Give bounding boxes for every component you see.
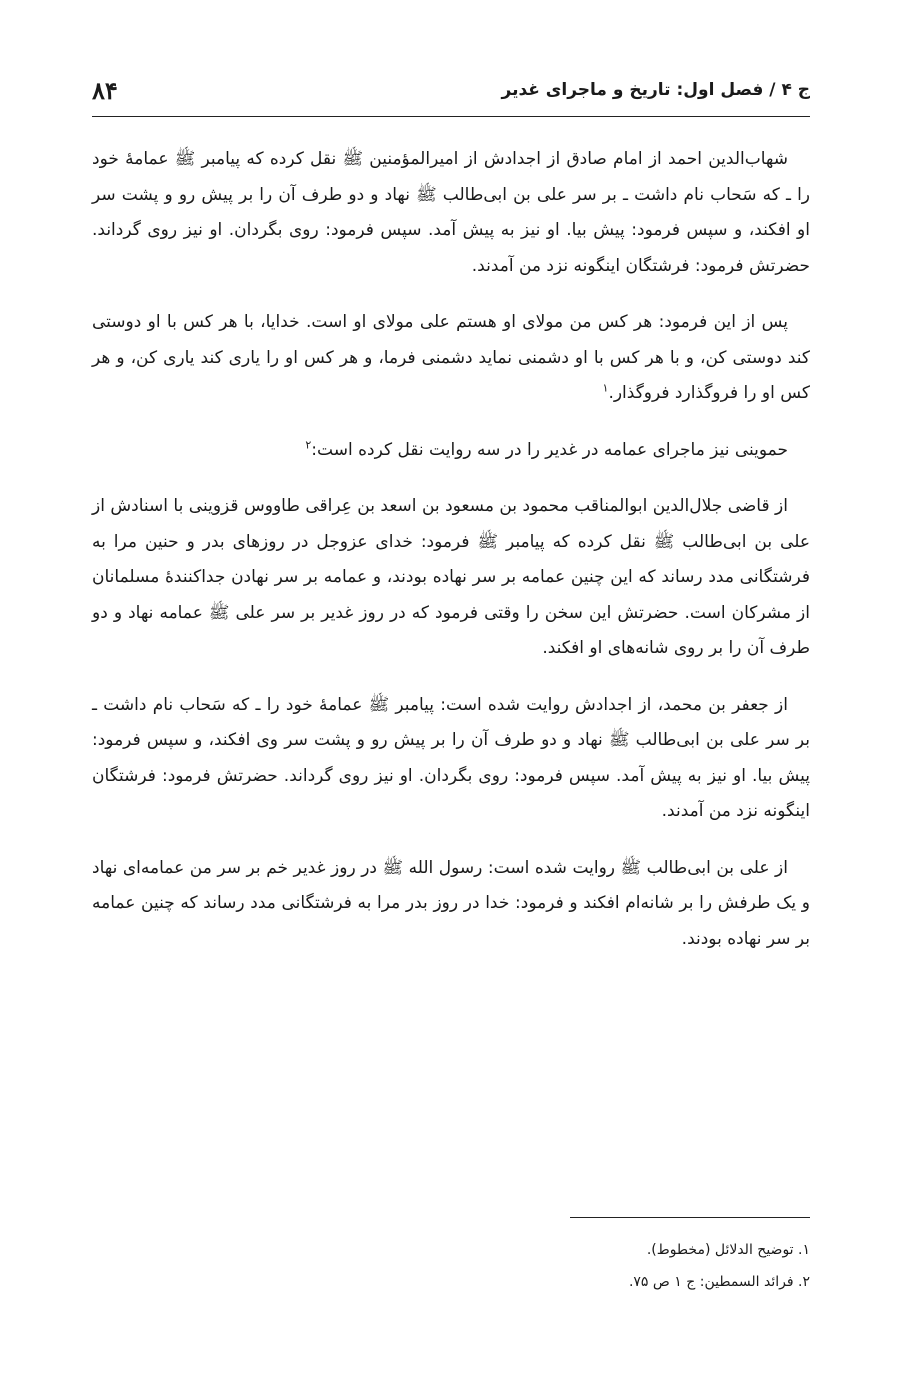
header-divider [92,116,810,117]
running-head: ج ۴ / فصل اول: تاریخ و ماجرای غدیر [501,80,810,100]
body-text [92,142,810,978]
paragraph-5 [92,688,810,830]
page-header [92,70,810,110]
paragraph-text: از قاضی جلال‌الدین ابوالمناقب محمود بن مسعود بن اسعد بن عِراقی طاووس قزوینی با اسنادش از علی بن ابی‌طالب ﷺ نقل کرده که پیامبر ﷺ فرمود: خدای عزوجل در روزهای بدر و حنین مرا به فرشتگانی مدد رساند که این چنین عمامه بر سر نهاده بودند، و عمامه بر سر نهادن جداکنندهٔ مسلمانان از مشرکان است. حضرتش این سخن را وقتی فرمود که در روز غدیر بر سر علی ﷺ عمامه نهاد و دو طرف آن را بر روی شانه‌های او افکند. [92,496,810,658]
footnote-1: ۱. توضیح الدلائل (مخطوط). [646,1242,810,1258]
paragraph-1 [92,142,810,284]
page-number: ۸۴ [92,75,118,105]
paragraph-text: از جعفر بن محمد، از اجدادش روایت شده است: پیامبر ﷺ عمامهٔ خود را ـ که سَحاب نام داشت ـ بر سر علی بن ابی‌طالب ﷺ نهاد و دو طرف آن را بر پیش رو و پشت سر وی افکند، و سپس فرمود: پیش بیا. او نیز به پیش آمد. سپس فرمود: روی بگردان. او نیز روی گرداند. حضرتش فرمود: فرشتگان اینگونه نزد من آمدند. [92,694,810,821]
footnotes [92,1234,810,1298]
paragraph-text: حموینی نیز ماجرای عمامه در غدیر را در سه روایت نقل کرده است: [311,439,788,460]
paragraph-3 [92,433,810,469]
paragraph-text: شهاب‌الدین احمد از امام صادق از اجدادش از امیرالمؤمنین ﷺ نقل کرده که پیامبر ﷺ عمامهٔ خود را ـ که سَحاب نام داشت ـ بر سر علی بن ابی‌طالب ﷺ نهاد و دو طرف آن را بر پیش رو و پشت سر او افکند، و سپس فرمود: پیش بیا. او نیز به پیش آمد. سپس فرمود: روی بگردان. او نیز روی گرداند. حضرتش فرمود: فرشتگان اینگونه نزد من آمدند. [92,149,810,276]
footnote-ref: ۲ [305,437,312,451]
footnote-2: ۲. فرائد السمطین: ج ۱ ص ۷۵. [628,1274,810,1290]
footnote-ref: ۱ [602,381,609,395]
paragraph-text: پس از این فرمود: هر کس من مولای او هستم علی مولای او است. خدایا، با هر کس با او دوستی کند دوستی کن، و با هر کس با او دشمنی نماید دشمنی فرما، و هر کس او را یاری کند یاری کن، و هر کس او را فروگذارد فروگذار. [92,312,810,403]
paragraph-6 [92,851,810,958]
book-page [92,0,810,1390]
paragraph-2 [92,305,810,412]
paragraph-4 [92,489,810,667]
footnote-divider [570,1217,810,1218]
paragraph-text: از علی بن ابی‌طالب ﷺ روایت شده است: رسول الله ﷺ در روز غدیر خم بر سر من عمامه‌ای نهاد و یک طرفش را بر شانه‌ام افکند و فرمود: خدا در روز بدر مرا به فرشتگانی مدد رساند که چنین عمامه بر سر نهاده بودند. [92,857,810,949]
